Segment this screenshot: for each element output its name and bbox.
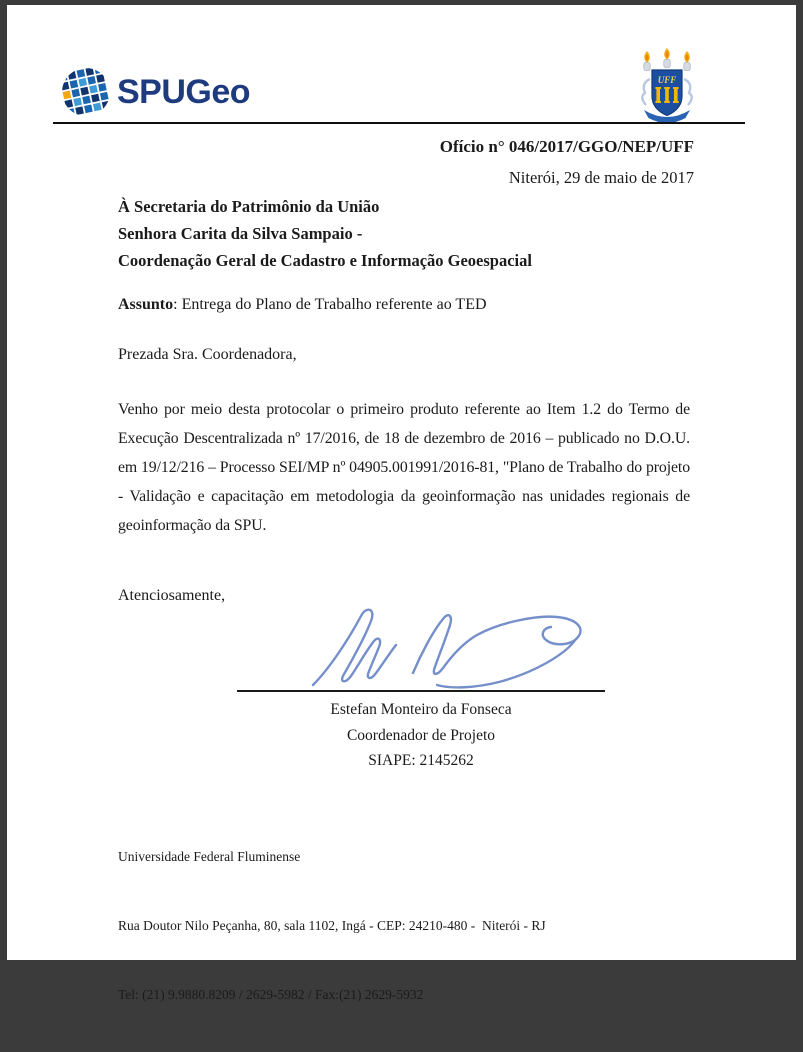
footer-institution: Universidade Federal Fluminense	[118, 849, 301, 864]
recipient-line: Coordenação Geral de Cadastro e Informação Geoespacial	[118, 251, 532, 270]
salutation: Prezada Sra. Coordenadora,	[118, 346, 297, 363]
uff-crest-icon	[635, 47, 699, 125]
crest-monogram: UFF	[657, 75, 677, 85]
shield-pillars	[655, 87, 678, 103]
signature-line	[237, 690, 605, 692]
handwritten-signature	[285, 597, 615, 697]
brand-wordmark: SPUGeo	[117, 72, 251, 111]
torch-flames	[644, 48, 690, 71]
document-number: Ofício n° 046/2017/GGO/NEP/UFF	[439, 137, 694, 156]
recipient-line: À Secretaria do Patrimônio da União	[118, 197, 380, 216]
footer-address: Rua Doutor Nilo Peçanha, 80, sala 1102, Ingá - CEP: 24210-480 - Niterói - RJ	[118, 918, 546, 933]
recipient-block	[118, 193, 532, 274]
footer-phones: Tel: (21) 9.9880.8209 / 2629-5982 / Fax:(21) 2629-5932	[118, 987, 424, 1002]
signatory-siape: SIAPE: 2145262	[368, 752, 474, 769]
left-scroll	[642, 79, 650, 105]
letter-page	[7, 5, 796, 1002]
date-line: Niterói, 29 de maio de 2017	[508, 168, 694, 187]
subject-label: Assunto	[118, 296, 174, 313]
header-divider	[53, 122, 745, 124]
signatory-name: Estefan Monteiro da Fonseca	[330, 701, 512, 718]
letterhead-footer	[118, 799, 546, 1052]
recipient-line: Senhora Carita da Silva Sampaio -	[118, 224, 363, 243]
subject-text: : Entrega do Plano de Trabalho referente ao TED	[173, 296, 487, 313]
signatory-role: Coordenador de Projeto	[346, 726, 496, 744]
subject-line	[118, 296, 487, 314]
body-paragraph: Venho por meio desta protocolar o primeiro produto referente ao Item 1.2 do Termo de Execução Descentralizada nº 17/2016, de 18 de dezembro de 2016 – publicado no D.O.U. em 19/12/216 – Processo SEI/MP nº 04905.001991/2016-81, "Plano de Trabalho do projeto - Validação e capacitação em metodologia da geoinformação nas unidades regionais de geoinformação da SPU.	[118, 401, 690, 534]
globe-mosaic-icon	[61, 67, 111, 117]
right-scroll	[684, 79, 692, 105]
signatory-block	[237, 690, 605, 774]
closing-line: Atenciosamente,	[118, 587, 226, 604]
spugeo-logo	[61, 67, 250, 117]
